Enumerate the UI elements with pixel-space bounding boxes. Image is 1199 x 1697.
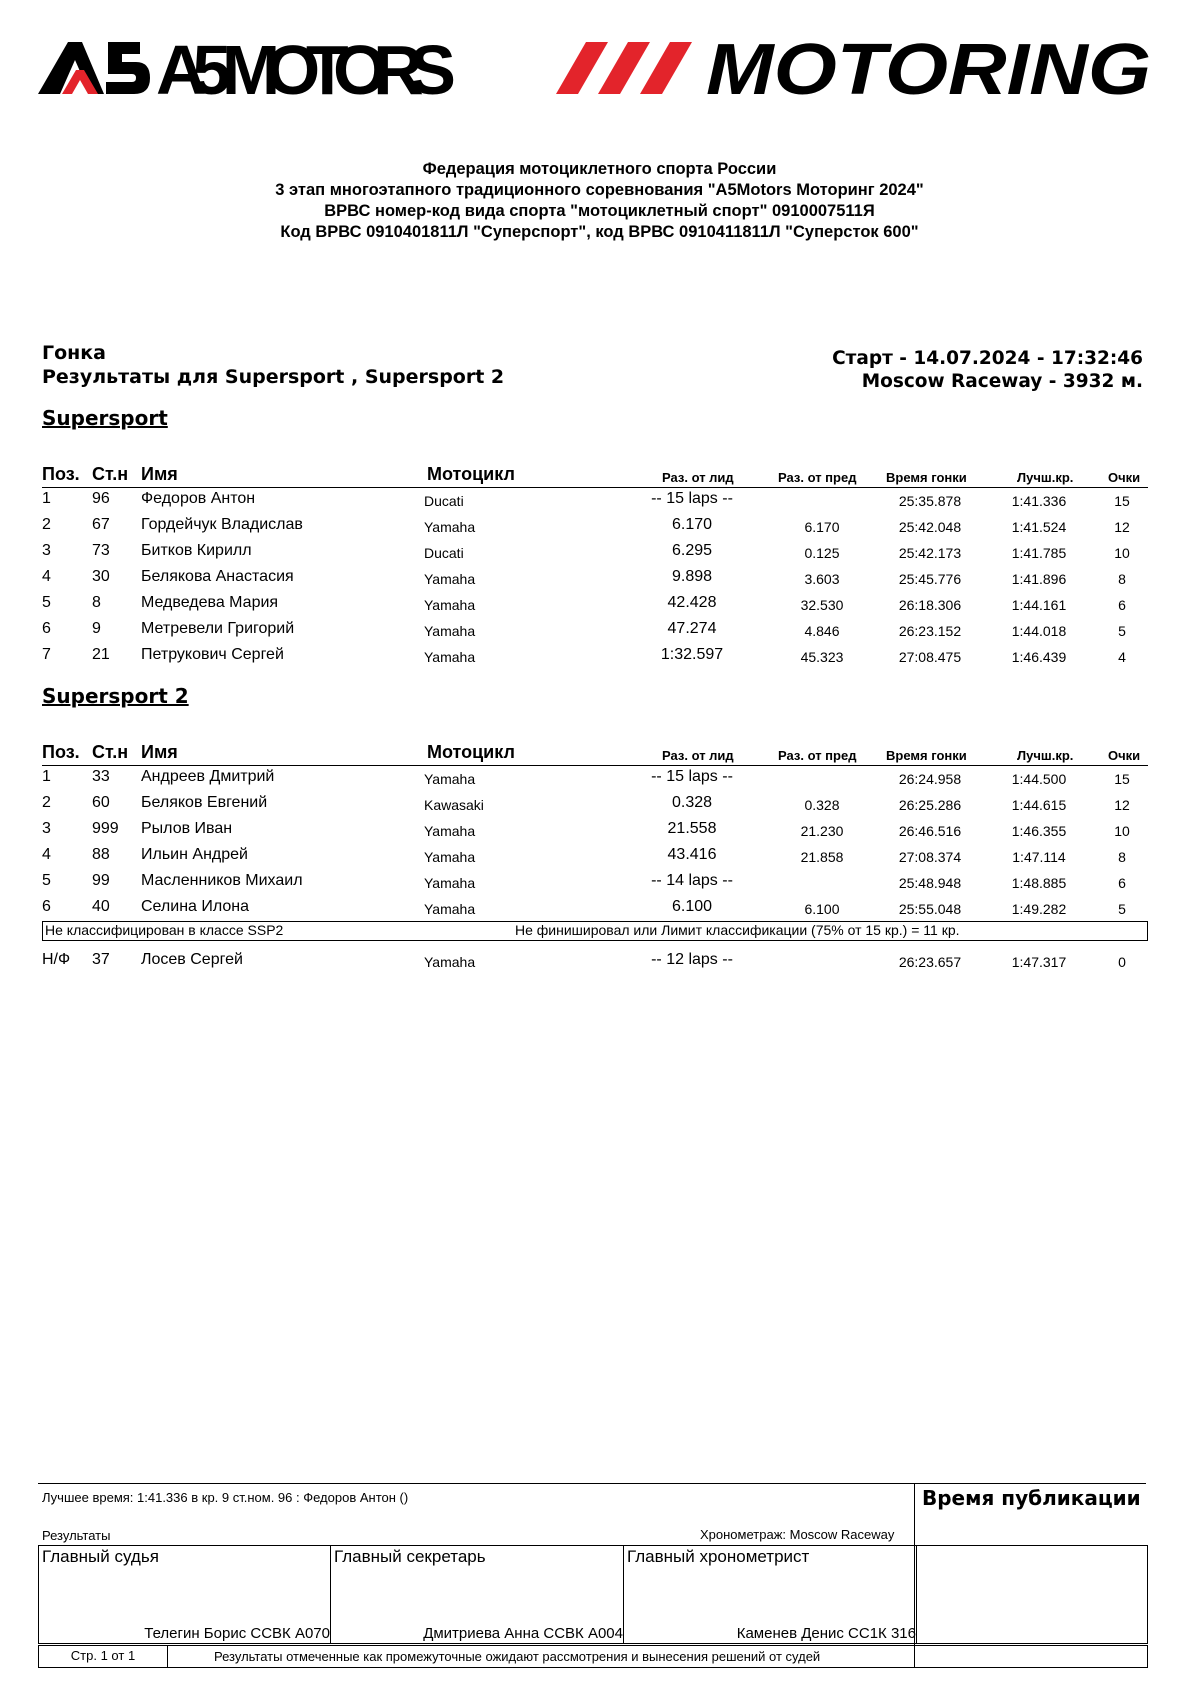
- cell-prev: 0.328: [804, 797, 840, 813]
- publication-box: [916, 1545, 1148, 1644]
- col-best-lap: Лучш.кр.: [1017, 470, 1074, 485]
- cell-gap: 42.428: [667, 594, 717, 611]
- cell-num: 9: [92, 620, 101, 637]
- cell-best: 1:41.785: [1011, 545, 1067, 561]
- cell-pts: 4: [1118, 649, 1126, 665]
- supersport-table-header: [42, 465, 1148, 488]
- cell-pts: 10: [1114, 823, 1130, 839]
- cell-time: 25:45.776: [898, 571, 962, 587]
- cell-best: 1:46.355: [1011, 823, 1067, 839]
- table-row: [42, 870, 1148, 895]
- cell-gap: 47.274: [667, 620, 717, 637]
- cell-name: Ильин Андрей: [141, 846, 248, 863]
- cell-bike: Yamaha: [424, 597, 476, 613]
- cell-best: 1:49.282: [1011, 901, 1067, 917]
- supersport2-title: Supersport 2: [42, 684, 189, 708]
- cell-name: Петрукович Сергей: [141, 646, 284, 663]
- cell-prev: 3.603: [804, 571, 840, 587]
- cell-pts: 6: [1118, 597, 1126, 613]
- cell-num: 40: [92, 898, 110, 915]
- timekeeper-title: Главный хронометрист: [627, 1547, 810, 1566]
- secretary-title: Главный секретарь: [334, 1547, 486, 1566]
- col-best-lap: Лучш.кр.: [1017, 748, 1074, 763]
- cell-name: Гордейчук Владислав: [141, 516, 303, 533]
- cell-pts: 15: [1114, 771, 1130, 787]
- col-race-time: Время гонки: [886, 470, 967, 485]
- cell-bike: Yamaha: [424, 771, 476, 787]
- table-row: [42, 540, 1148, 565]
- cell-pts: 5: [1118, 901, 1126, 917]
- cell-pos: 2: [42, 516, 51, 533]
- federation-line-3: ВРВС номер-код вида спорта "мотоциклетный спорт" 0910007511Я: [324, 202, 875, 220]
- federation-line-1: Федерация мотоциклетного спорта России: [422, 160, 777, 178]
- col-gap-prev: Раз. от пред: [778, 748, 857, 763]
- cell-best: 1:44.161: [1011, 597, 1067, 613]
- cell-gap: -- 12 laps --: [651, 951, 733, 968]
- cell-prev: 0.125: [804, 545, 840, 561]
- cell-num: 999: [92, 820, 119, 837]
- cell-bike: Ducati: [424, 545, 464, 561]
- col-pos: Поз.: [42, 464, 80, 484]
- cell-pts: 8: [1118, 571, 1126, 587]
- results-label: Результаты: [42, 1528, 111, 1543]
- cell-gap: -- 14 laps --: [651, 872, 733, 889]
- chrono-label: Хронометраж: Moscow Raceway: [700, 1527, 895, 1542]
- cell-prev: 6.170: [804, 519, 840, 535]
- not-classified-label: Не классифицирован в классе SSP2: [45, 922, 284, 938]
- cell-best: 1:41.336: [1011, 493, 1067, 509]
- cell-prev: 32.530: [800, 597, 844, 613]
- cell-name: Медведева Мария: [141, 594, 279, 611]
- page-number: Стр. 1 от 1: [39, 1646, 168, 1667]
- cell-time: 26:25.286: [898, 797, 962, 813]
- cell-pos: Н/Ф: [42, 951, 71, 968]
- table-row: [42, 818, 1148, 843]
- cell-pts: 8: [1118, 849, 1126, 865]
- a5-motors-logo: [38, 32, 558, 112]
- cell-name: Лосев Сергей: [141, 951, 243, 968]
- col-gap-prev: Раз. от пред: [778, 470, 857, 485]
- col-name: Имя: [141, 464, 178, 484]
- cell-best: 1:44.500: [1011, 771, 1067, 787]
- cell-bike: Yamaha: [424, 623, 476, 639]
- cell-bike: Yamaha: [424, 823, 476, 839]
- cell-gap: 6.295: [671, 542, 713, 559]
- best-time-line: Лучшее время: 1:41.336 в кр. 9 ст.ном. 96 : Федоров Антон (): [42, 1490, 409, 1505]
- table-row: [42, 896, 1148, 921]
- cell-num: 99: [92, 872, 110, 889]
- cell-num: 30: [92, 568, 110, 585]
- col-points: Очки: [1108, 470, 1141, 485]
- cell-name: Федоров Антон: [141, 490, 256, 507]
- cell-time: 26:23.657: [898, 954, 962, 970]
- cell-bike: Yamaha: [424, 571, 476, 587]
- not-classified-bar: [42, 921, 1148, 941]
- motoring-wordmark: MOTORING: [706, 32, 1151, 110]
- cell-prev: 4.846: [804, 623, 840, 639]
- cell-best: 1:47.114: [1012, 849, 1066, 865]
- col-bike: Мотоцикл: [427, 464, 515, 484]
- cell-bike: Yamaha: [424, 954, 476, 970]
- cell-best: 1:41.896: [1011, 571, 1067, 587]
- cell-gap: -- 15 laps --: [651, 490, 733, 507]
- table-row: [42, 514, 1148, 539]
- cell-pos: 4: [42, 846, 51, 863]
- supersport-title: Supersport: [42, 406, 168, 430]
- cell-prev: 21.230: [800, 823, 844, 839]
- col-num: Ст.н: [92, 464, 129, 484]
- col-points: Очки: [1108, 748, 1141, 763]
- cell-gap: -- 15 laps --: [651, 768, 733, 785]
- col-pos: Поз.: [42, 742, 80, 762]
- cell-time: 25:55.048: [898, 901, 962, 917]
- header-logos: [38, 32, 1158, 112]
- timekeeper-name: Каменев Денис СС1К 316: [736, 1625, 916, 1642]
- cell-pos: 6: [42, 898, 51, 915]
- race-start: Старт - 14.07.2024 - 17:32:46: [832, 348, 1143, 369]
- cell-bike: Yamaha: [424, 519, 476, 535]
- col-num: Ст.н: [92, 742, 129, 762]
- cell-pos: 1: [42, 768, 51, 785]
- judge-signature-box: [38, 1545, 331, 1644]
- cell-time: 26:18.306: [898, 597, 962, 613]
- cell-num: 37: [92, 951, 110, 968]
- cell-time: 26:23.152: [898, 623, 962, 639]
- table-row: [42, 592, 1148, 617]
- col-gap-leader: Раз. от лид: [662, 748, 734, 763]
- cell-bike: Kawasaki: [424, 797, 484, 813]
- cell-name: Битков Кирилл: [141, 542, 252, 559]
- cell-best: 1:48.885: [1011, 875, 1067, 891]
- cell-gap: 9.898: [671, 568, 713, 585]
- cell-num: 73: [92, 542, 110, 559]
- supersport2-table-header: [42, 743, 1148, 766]
- cell-num: 8: [92, 594, 101, 611]
- cell-name: Рылов Иван: [141, 820, 233, 837]
- cell-gap: 43.416: [667, 846, 717, 863]
- cell-bike: Yamaha: [424, 849, 476, 865]
- cell-gap: 6.100: [671, 898, 713, 915]
- cell-time: 25:42.048: [898, 519, 962, 535]
- cell-time: 27:08.374: [898, 849, 962, 865]
- footer-divider: [38, 1483, 1146, 1484]
- table-row: [42, 792, 1148, 817]
- cell-time: 25:42.173: [898, 545, 962, 561]
- cell-num: 67: [92, 516, 110, 533]
- race-title: Гонка: [42, 342, 107, 364]
- not-classified-rule: Не финишировал или Лимит классификации (75% от 15 кр.) = 11 кр.: [515, 922, 960, 938]
- footer-bottom-bar: [38, 1645, 1148, 1668]
- cell-pts: 15: [1114, 493, 1130, 509]
- secretary-name: Дмитриева Анна ССВК А004: [423, 1625, 623, 1642]
- cell-bike: Yamaha: [424, 875, 476, 891]
- cell-name: Беляков Евгений: [141, 794, 268, 811]
- publication-time-label: Время публикации: [922, 1486, 1141, 1510]
- table-row: [42, 618, 1148, 643]
- table-row: [42, 766, 1148, 791]
- a5-motors-wordmark: A5 MOTORS: [156, 32, 456, 109]
- table-row: [42, 644, 1148, 669]
- race-track: Moscow Raceway - 3932 м.: [861, 371, 1143, 392]
- cell-best: 1:46.439: [1011, 649, 1067, 665]
- table-row: [42, 844, 1148, 869]
- cell-pts: 0: [1118, 954, 1126, 970]
- federation-header: [0, 159, 1199, 243]
- motoring-logo: [556, 32, 1158, 112]
- cell-pts: 12: [1114, 519, 1130, 535]
- cell-pos: 1: [42, 490, 51, 507]
- cell-pos: 6: [42, 620, 51, 637]
- federation-line-4: Код ВРВС 0910401811Л "Суперспорт", код ВРВС 0910411811Л "Суперсток 600": [280, 223, 919, 241]
- footer-note: Результаты отмеченные как промежуточные ожидают рассмотрения и вынесения решений от судей: [214, 1649, 821, 1664]
- cell-name: Метревели Григорий: [141, 620, 295, 637]
- cell-num: 21: [92, 646, 110, 663]
- judge-name: Телегин Борис ССВК А070: [144, 1625, 330, 1642]
- cell-name: Масленников Михаил: [141, 872, 303, 889]
- cell-pts: 5: [1118, 623, 1126, 639]
- cell-gap: 1:32.597: [660, 646, 724, 663]
- cell-pos: 4: [42, 568, 51, 585]
- col-bike: Мотоцикл: [427, 742, 515, 762]
- table-row: [42, 488, 1148, 513]
- cell-pos: 7: [42, 646, 51, 663]
- col-race-time: Время гонки: [886, 748, 967, 763]
- cell-pos: 3: [42, 542, 51, 559]
- cell-pos: 3: [42, 820, 51, 837]
- judge-title: Главный судья: [42, 1547, 159, 1566]
- cell-pos: 5: [42, 594, 51, 611]
- cell-num: 88: [92, 846, 110, 863]
- cell-bike: Yamaha: [424, 649, 476, 665]
- secretary-signature-box: [330, 1545, 624, 1644]
- cell-bike: Yamaha: [424, 901, 476, 917]
- cell-pts: 6: [1118, 875, 1126, 891]
- cell-num: 60: [92, 794, 110, 811]
- cell-best: 1:44.615: [1011, 797, 1067, 813]
- federation-line-2: 3 этап многоэтапного традиционного соревнования "A5Motors Моторинг 2024": [275, 181, 924, 199]
- cell-gap: 0.328: [671, 794, 713, 811]
- timekeeper-signature-box: [623, 1545, 917, 1644]
- race-subtitle: Результаты для Supersport , Supersport 2: [42, 366, 505, 388]
- cell-prev: 45.323: [800, 649, 844, 665]
- cell-best: 1:41.524: [1011, 519, 1067, 535]
- cell-name: Селина Илона: [141, 898, 250, 915]
- cell-pos: 2: [42, 794, 51, 811]
- cell-prev: 6.100: [804, 901, 840, 917]
- cell-name: Белякова Анастасия: [141, 568, 294, 585]
- cell-best: 1:44.018: [1011, 623, 1067, 639]
- cell-time: 26:24.958: [898, 771, 962, 787]
- cell-time: 27:08.475: [898, 649, 962, 665]
- dnf-row: [42, 949, 1148, 974]
- cell-num: 96: [92, 490, 110, 507]
- cell-prev: 21.858: [800, 849, 844, 865]
- cell-time: 25:48.948: [898, 875, 962, 891]
- cell-gap: 6.170: [671, 516, 713, 533]
- cell-gap: 21.558: [667, 820, 717, 837]
- cell-name: Андреев Дмитрий: [141, 768, 275, 785]
- cell-time: 25:35.878: [898, 493, 962, 509]
- cell-bike: Ducati: [424, 493, 464, 509]
- cell-time: 26:46.516: [898, 823, 962, 839]
- cell-pts: 10: [1114, 545, 1130, 561]
- cell-pts: 12: [1114, 797, 1130, 813]
- cell-num: 33: [92, 768, 110, 785]
- col-name: Имя: [141, 742, 178, 762]
- col-gap-leader: Раз. от лид: [662, 470, 734, 485]
- cell-best: 1:47.317: [1011, 954, 1067, 970]
- table-row: [42, 566, 1148, 591]
- cell-pos: 5: [42, 872, 51, 889]
